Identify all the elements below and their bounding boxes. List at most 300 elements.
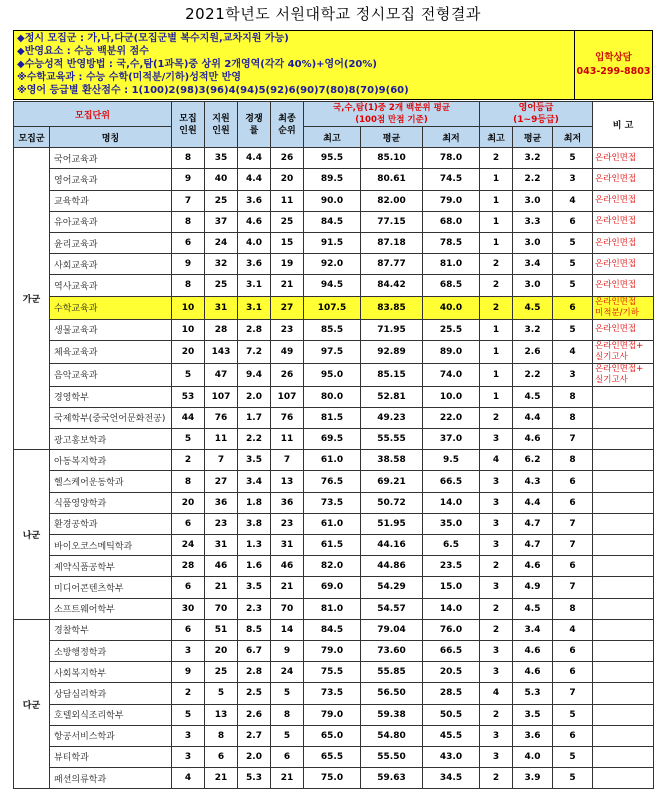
table-row [14, 535, 654, 556]
table-cell-score-avg: 80.61 [361, 169, 423, 190]
table-row [14, 683, 654, 704]
table-cell-score-avg: 54.80 [361, 725, 423, 746]
table-cell-rank: 23 [271, 513, 304, 534]
table-cell-eng-min: 6 [553, 471, 593, 492]
table-cell-ratio: 1.6 [238, 556, 271, 577]
table-cell-score-max: 82.0 [304, 556, 361, 577]
table-cell-score-max: 75.5 [304, 662, 361, 683]
table-cell-eng-max: 3 [480, 471, 513, 492]
table-cell-score-min: 79.0 [423, 190, 480, 211]
table-cell-ratio: 1.7 [238, 407, 271, 428]
table-cell-eng-avg: 4.4 [513, 407, 553, 428]
table-cell-name: 역사교육과 [50, 275, 172, 296]
table-cell-quota: 6 [172, 619, 205, 640]
table-cell-rank: 25 [271, 211, 304, 232]
table-cell-score-min: 89.0 [423, 340, 480, 363]
table-cell-ratio: 2.8 [238, 662, 271, 683]
table-cell-eng-max: 3 [480, 513, 513, 534]
table-cell-score-max: 84.5 [304, 211, 361, 232]
table-cell-applicants: 25 [205, 275, 238, 296]
table-row [14, 407, 654, 428]
table-cell-applicants: 31 [205, 296, 238, 319]
table-cell-eng-max: 3 [480, 492, 513, 513]
info-box [13, 30, 575, 100]
table-cell-eng-min: 6 [553, 640, 593, 661]
table-cell-score-max: 95.5 [304, 148, 361, 169]
table-cell-score-min: 23.5 [423, 556, 480, 577]
table-cell-name: 호텔외식조리학부 [50, 704, 172, 725]
table-cell-eng-avg: 4.7 [513, 535, 553, 556]
group-label: 가군 [14, 148, 50, 450]
table-cell-score-max: 61.5 [304, 535, 361, 556]
table-cell-quota: 3 [172, 640, 205, 661]
table-cell-eng-min: 6 [553, 492, 593, 513]
table-cell-ratio: 3.5 [238, 577, 271, 598]
table-cell-score-min: 10.0 [423, 386, 480, 407]
table-cell-ratio: 2.0 [238, 386, 271, 407]
table-cell-score-min: 76.0 [423, 619, 480, 640]
table-cell-note [593, 746, 654, 767]
table-cell-ratio: 3.6 [238, 254, 271, 275]
table-cell-eng-max: 2 [480, 704, 513, 725]
table-cell-eng-max: 2 [480, 768, 513, 789]
contact-label: 입학상담 [595, 52, 632, 63]
table-cell-name: 바이오코스메틱학과 [50, 535, 172, 556]
table-cell-quota: 8 [172, 211, 205, 232]
table-cell-name: 뷰티학과 [50, 746, 172, 767]
table-cell-eng-min: 6 [553, 662, 593, 683]
table-cell-note [593, 556, 654, 577]
table-cell-eng-avg: 3.0 [513, 190, 553, 211]
table-cell-score-max: 61.0 [304, 450, 361, 471]
table-cell-score-avg: 85.15 [361, 363, 423, 386]
table-row [14, 662, 654, 683]
table-row [14, 619, 654, 640]
table-row [14, 148, 654, 169]
table-cell-applicants: 35 [205, 148, 238, 169]
header-group: 모집군 [14, 127, 50, 148]
table-cell-eng-min: 5 [553, 704, 593, 725]
table-cell-score-min: 28.5 [423, 683, 480, 704]
table-cell-note [593, 683, 654, 704]
table-row [14, 556, 654, 577]
table-cell-eng-avg: 4.7 [513, 513, 553, 534]
table-cell-ratio: 2.0 [238, 746, 271, 767]
table-cell-score-avg: 71.95 [361, 319, 423, 340]
table-cell-score-min: 34.5 [423, 768, 480, 789]
table-cell-score-max: 89.5 [304, 169, 361, 190]
table-cell-eng-max: 1 [480, 232, 513, 253]
table-cell-eng-min: 4 [553, 340, 593, 363]
info-line: ◆반영요소 : 수능 백분위 점수 [17, 46, 149, 57]
table-cell-ratio: 7.2 [238, 340, 271, 363]
table-cell-eng-min: 3 [553, 169, 593, 190]
table-cell-ratio: 5.3 [238, 768, 271, 789]
table-cell-score-min: 81.0 [423, 254, 480, 275]
header-rank: 최종 순위 [271, 102, 304, 148]
table-cell-quota: 3 [172, 746, 205, 767]
table-cell-eng-min: 5 [553, 232, 593, 253]
table-cell-eng-min: 5 [553, 254, 593, 275]
table-row [14, 746, 654, 767]
table-cell-eng-avg: 4.9 [513, 577, 553, 598]
table-cell-score-max: 97.5 [304, 340, 361, 363]
header-eng-max: 최고 [480, 127, 513, 148]
table-row [14, 340, 654, 363]
header-score-avg: 평균 [361, 127, 423, 148]
table-cell-ratio: 2.7 [238, 725, 271, 746]
table-cell-note [593, 725, 654, 746]
table-cell-eng-avg: 4.6 [513, 662, 553, 683]
table-cell-eng-min: 6 [553, 725, 593, 746]
table-cell-ratio: 2.6 [238, 704, 271, 725]
table-cell-eng-max: 2 [480, 296, 513, 319]
table-cell-score-avg: 77.15 [361, 211, 423, 232]
table-cell-ratio: 4.6 [238, 211, 271, 232]
table-cell-ratio: 1.8 [238, 492, 271, 513]
table-cell-rank: 46 [271, 556, 304, 577]
table-row [14, 640, 654, 661]
table-cell-score-avg: 49.23 [361, 407, 423, 428]
table-cell-name: 교육학과 [50, 190, 172, 211]
table-cell-name: 항공서비스학과 [50, 725, 172, 746]
table-cell-name: 미디어콘텐츠학부 [50, 577, 172, 598]
table-cell-applicants: 32 [205, 254, 238, 275]
table-cell-ratio: 3.6 [238, 190, 271, 211]
header-eng-avg: 평균 [513, 127, 553, 148]
table-cell-note [593, 535, 654, 556]
table-cell-score-min: 66.5 [423, 640, 480, 661]
table-cell-applicants: 107 [205, 386, 238, 407]
table-cell-eng-min: 4 [553, 619, 593, 640]
info-line: ◆정시 모집군 : 가,나,다군(모집군별 복수지원,교차지원 가능) [17, 33, 289, 44]
table-cell-ratio: 1.3 [238, 535, 271, 556]
table-cell-score-max: 107.5 [304, 296, 361, 319]
table-cell-note: 온라인면접 [593, 190, 654, 211]
table-cell-score-max: 85.5 [304, 319, 361, 340]
table-cell-rank: 19 [271, 254, 304, 275]
table-cell-quota: 8 [172, 148, 205, 169]
table-cell-eng-avg: 4.3 [513, 471, 553, 492]
table-cell-eng-min: 6 [553, 556, 593, 577]
table-cell-rank: 8 [271, 704, 304, 725]
table-cell-note: 온라인면접 [593, 148, 654, 169]
table-cell-score-min: 74.0 [423, 363, 480, 386]
table-cell-score-min: 14.0 [423, 492, 480, 513]
table-cell-score-min: 78.0 [423, 148, 480, 169]
table-cell-note: 온라인면접 [593, 254, 654, 275]
table-row [14, 492, 654, 513]
table-cell-ratio: 2.5 [238, 683, 271, 704]
table-cell-name: 국어교육과 [50, 148, 172, 169]
table-cell-score-max: 75.0 [304, 768, 361, 789]
table-cell-score-min: 20.5 [423, 662, 480, 683]
table-cell-score-min: 6.5 [423, 535, 480, 556]
table-cell-score-min: 68.5 [423, 275, 480, 296]
table-cell-note: 온라인면접+ 실기고사 [593, 363, 654, 386]
table-cell-rank: 21 [271, 275, 304, 296]
header-eng-title: 영어등급 (1~9등급) [480, 102, 593, 127]
table-cell-applicants: 143 [205, 340, 238, 363]
table-cell-applicants: 5 [205, 683, 238, 704]
table-cell-eng-min: 6 [553, 296, 593, 319]
header-name: 명칭 [50, 127, 172, 148]
table-row [14, 386, 654, 407]
table-cell-eng-max: 2 [480, 619, 513, 640]
table-cell-applicants: 24 [205, 232, 238, 253]
header-quota: 모집 인원 [172, 102, 205, 148]
table-cell-score-min: 43.0 [423, 746, 480, 767]
table-cell-rank: 49 [271, 340, 304, 363]
table-cell-score-min: 37.0 [423, 429, 480, 450]
table-cell-applicants: 21 [205, 768, 238, 789]
table-cell-score-min: 66.5 [423, 471, 480, 492]
table-cell-score-max: 73.5 [304, 492, 361, 513]
table-cell-ratio: 3.1 [238, 275, 271, 296]
table-cell-score-avg: 56.50 [361, 683, 423, 704]
table-cell-quota: 6 [172, 513, 205, 534]
table-cell-rank: 26 [271, 148, 304, 169]
table-cell-score-min: 22.0 [423, 407, 480, 428]
table-cell-score-max: 84.5 [304, 619, 361, 640]
table-cell-rank: 36 [271, 492, 304, 513]
table-cell-quota: 10 [172, 319, 205, 340]
table-cell-eng-min: 8 [553, 450, 593, 471]
table-cell-rank: 21 [271, 577, 304, 598]
table-cell-note: 온라인면접 미적분/기하 [593, 296, 654, 319]
table-cell-score-max: 91.5 [304, 232, 361, 253]
table-cell-eng-max: 2 [480, 148, 513, 169]
table-cell-name: 경영학부 [50, 386, 172, 407]
table-row [14, 275, 654, 296]
table-cell-score-avg: 51.95 [361, 513, 423, 534]
table-cell-score-avg: 54.57 [361, 598, 423, 619]
table-cell-eng-min: 5 [553, 275, 593, 296]
table-row [14, 319, 654, 340]
table-cell-ratio: 3.8 [238, 513, 271, 534]
table-cell-eng-avg: 4.5 [513, 598, 553, 619]
table-cell-score-max: 79.0 [304, 704, 361, 725]
table-cell-eng-avg: 4.0 [513, 746, 553, 767]
table-cell-eng-max: 4 [480, 450, 513, 471]
contact-phone: 043-299-8803 [576, 66, 651, 77]
table-cell-eng-max: 1 [480, 386, 513, 407]
table-cell-score-avg: 52.81 [361, 386, 423, 407]
table-cell-note: 온라인면접 [593, 211, 654, 232]
table-cell-eng-avg: 3.6 [513, 725, 553, 746]
table-cell-score-max: 76.5 [304, 471, 361, 492]
table-cell-eng-max: 4 [480, 683, 513, 704]
table-cell-rank: 5 [271, 683, 304, 704]
table-cell-applicants: 21 [205, 577, 238, 598]
table-cell-ratio: 3.1 [238, 296, 271, 319]
table-cell-applicants: 37 [205, 211, 238, 232]
group-label: 나군 [14, 450, 50, 620]
table-cell-score-max: 80.0 [304, 386, 361, 407]
table-cell-note [593, 429, 654, 450]
table-cell-note [593, 768, 654, 789]
table-cell-score-avg: 92.89 [361, 340, 423, 363]
table-cell-rank: 26 [271, 363, 304, 386]
table-cell-quota: 28 [172, 556, 205, 577]
table-cell-rank: 23 [271, 319, 304, 340]
table-cell-eng-min: 7 [553, 683, 593, 704]
table-cell-score-avg: 83.85 [361, 296, 423, 319]
table-cell-applicants: 23 [205, 513, 238, 534]
table-cell-quota: 20 [172, 340, 205, 363]
table-cell-name: 환경공학과 [50, 513, 172, 534]
table-cell-score-max: 69.5 [304, 429, 361, 450]
table-cell-score-max: 73.5 [304, 683, 361, 704]
table-cell-score-max: 61.0 [304, 513, 361, 534]
table-row [14, 363, 654, 386]
table-cell-quota: 5 [172, 429, 205, 450]
table-cell-note [593, 640, 654, 661]
table-cell-score-max: 94.5 [304, 275, 361, 296]
table-cell-eng-avg: 3.4 [513, 619, 553, 640]
table-cell-applicants: 25 [205, 190, 238, 211]
table-cell-score-avg: 55.85 [361, 662, 423, 683]
table-body [14, 148, 654, 789]
table-cell-name: 상담심리학과 [50, 683, 172, 704]
table-cell-quota: 3 [172, 725, 205, 746]
table-cell-note [593, 471, 654, 492]
table-cell-rank: 9 [271, 640, 304, 661]
table-cell-name: 사회교육과 [50, 254, 172, 275]
table-cell-eng-max: 3 [480, 577, 513, 598]
table-cell-eng-max: 2 [480, 556, 513, 577]
table-cell-eng-min: 4 [553, 190, 593, 211]
header-remark: 비 고 [593, 102, 654, 148]
table-cell-applicants: 51 [205, 619, 238, 640]
table-row [14, 768, 654, 789]
table-cell-ratio: 4.4 [238, 169, 271, 190]
table-cell-applicants: 11 [205, 429, 238, 450]
table-cell-applicants: 70 [205, 598, 238, 619]
info-line: ※영어 등급별 환산점수 : 1(100)2(98)3(96)4(94)5(92)6(90)7(80)8(70)9(60) [17, 85, 409, 96]
table-cell-name: 패션의류학과 [50, 768, 172, 789]
table-cell-name: 소방행정학과 [50, 640, 172, 661]
table-cell-eng-min: 5 [553, 746, 593, 767]
table-cell-quota: 24 [172, 535, 205, 556]
table-cell-eng-max: 2 [480, 275, 513, 296]
table-cell-score-avg: 84.42 [361, 275, 423, 296]
table-cell-eng-min: 5 [553, 768, 593, 789]
table-cell-eng-max: 1 [480, 319, 513, 340]
table-cell-quota: 8 [172, 275, 205, 296]
table-cell-applicants: 31 [205, 535, 238, 556]
table-cell-ratio: 3.5 [238, 450, 271, 471]
table-cell-name: 국제학부(중국언어문화전공) [50, 407, 172, 428]
table-cell-note: 온라인면접 [593, 169, 654, 190]
table-row [14, 211, 654, 232]
table-cell-score-avg: 44.86 [361, 556, 423, 577]
header-unit: 모집단위 [14, 102, 172, 127]
table-cell-name: 제약식품공학부 [50, 556, 172, 577]
header-score-min: 최저 [423, 127, 480, 148]
table-cell-quota: 9 [172, 169, 205, 190]
table-cell-score-avg: 54.29 [361, 577, 423, 598]
table-cell-note [593, 598, 654, 619]
table-cell-score-avg: 55.50 [361, 746, 423, 767]
table-cell-eng-avg: 4.6 [513, 556, 553, 577]
table-cell-name: 유아교육과 [50, 211, 172, 232]
table-cell-name: 아동복지학과 [50, 450, 172, 471]
table-cell-score-max: 69.0 [304, 577, 361, 598]
table-cell-eng-max: 1 [480, 190, 513, 211]
table-cell-eng-avg: 3.9 [513, 768, 553, 789]
table-cell-eng-min: 5 [553, 148, 593, 169]
table-cell-score-avg: 73.60 [361, 640, 423, 661]
table-cell-ratio: 9.4 [238, 363, 271, 386]
table-cell-applicants: 46 [205, 556, 238, 577]
table-row [14, 704, 654, 725]
table-cell-eng-avg: 3.3 [513, 211, 553, 232]
table-cell-score-max: 65.0 [304, 725, 361, 746]
results-table [13, 101, 654, 789]
table-cell-score-avg: 82.00 [361, 190, 423, 211]
table-cell-applicants: 25 [205, 662, 238, 683]
table-cell-note [593, 450, 654, 471]
table-cell-applicants: 28 [205, 319, 238, 340]
table-cell-name: 음악교육과 [50, 363, 172, 386]
table-cell-score-max: 90.0 [304, 190, 361, 211]
table-cell-score-min: 15.0 [423, 577, 480, 598]
table-cell-eng-avg: 4.5 [513, 296, 553, 319]
table-cell-eng-avg: 4.6 [513, 429, 553, 450]
table-cell-score-avg: 50.72 [361, 492, 423, 513]
table-row [14, 169, 654, 190]
table-cell-quota: 53 [172, 386, 205, 407]
table-cell-note [593, 577, 654, 598]
table-cell-quota: 44 [172, 407, 205, 428]
table-cell-eng-max: 3 [480, 640, 513, 661]
table-cell-score-min: 40.0 [423, 296, 480, 319]
table-cell-rank: 11 [271, 429, 304, 450]
table-cell-eng-max: 2 [480, 254, 513, 275]
table-cell-eng-min: 7 [553, 577, 593, 598]
table-cell-quota: 5 [172, 363, 205, 386]
table-cell-score-min: 68.0 [423, 211, 480, 232]
table-cell-quota: 6 [172, 577, 205, 598]
table-cell-eng-max: 3 [480, 429, 513, 450]
table-cell-score-avg: 44.16 [361, 535, 423, 556]
table-cell-applicants: 27 [205, 471, 238, 492]
page-title: 2021학년도 서원대학교 정시모집 전형결과 [185, 5, 481, 23]
table-cell-eng-avg: 4.5 [513, 386, 553, 407]
table-cell-score-avg: 55.55 [361, 429, 423, 450]
table-cell-name: 경찰학부 [50, 619, 172, 640]
table-cell-rank: 11 [271, 190, 304, 211]
info-line: ※수학교육과 : 수능 수학(미적분/기하)성적만 반영 [17, 72, 241, 83]
table-cell-quota: 5 [172, 704, 205, 725]
table-cell-eng-max: 3 [480, 746, 513, 767]
table-cell-score-avg: 59.38 [361, 704, 423, 725]
table-cell-ratio: 4.4 [238, 148, 271, 169]
table-cell-name: 광고홍보학과 [50, 429, 172, 450]
table-cell-score-avg: 69.21 [361, 471, 423, 492]
table-cell-rank: 21 [271, 768, 304, 789]
table-row [14, 429, 654, 450]
table-row [14, 725, 654, 746]
contact-box [575, 30, 653, 100]
header-score-title: 국,수,탐(1)중 2개 백분위 평균 (100점 만점 기준) [304, 102, 480, 127]
table-cell-eng-min: 7 [553, 513, 593, 534]
table-cell-applicants: 7 [205, 450, 238, 471]
table-cell-score-min: 45.5 [423, 725, 480, 746]
table-cell-ratio: 4.0 [238, 232, 271, 253]
table-cell-quota: 9 [172, 662, 205, 683]
